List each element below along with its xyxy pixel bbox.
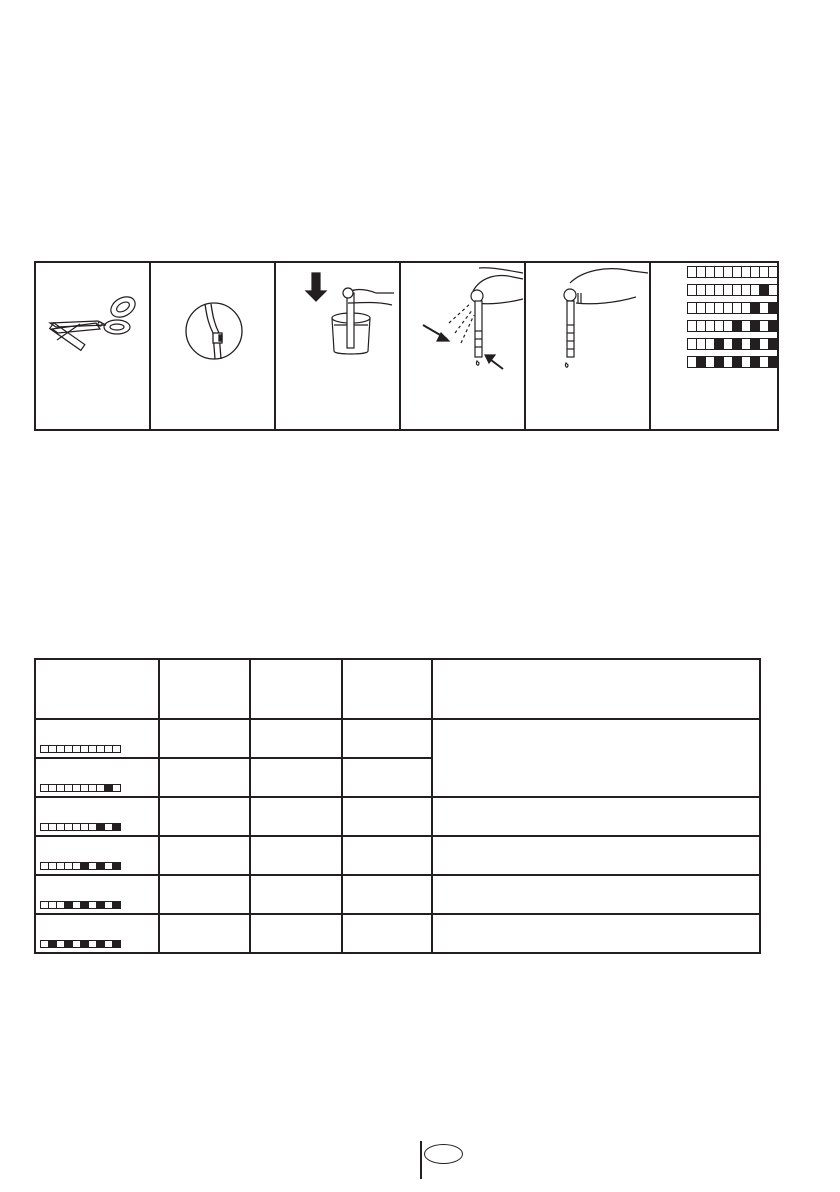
- test-strip-steps: [34, 261, 779, 431]
- value-cell: [250, 797, 342, 836]
- strip-cell: [35, 836, 159, 875]
- step-3-panel: [274, 261, 401, 431]
- value-cell: [250, 836, 342, 875]
- table-row: [35, 836, 760, 875]
- strip-square-filled: [768, 356, 778, 368]
- strip-cell: [35, 758, 159, 797]
- table-row: [35, 797, 760, 836]
- strip-square-empty: [768, 284, 778, 296]
- reference-strip: [687, 338, 777, 350]
- value-cell: [250, 875, 342, 914]
- description-cell: [432, 875, 760, 914]
- value-cell: [159, 875, 250, 914]
- hardness-strip: [40, 823, 120, 831]
- value-cell: [159, 719, 250, 758]
- step-4-panel: [399, 261, 526, 431]
- strip-square-filled: [112, 940, 121, 948]
- description-cell: [432, 797, 760, 836]
- description-cell: [432, 914, 760, 953]
- hardness-strip: [40, 745, 120, 753]
- footer-divider: [420, 1141, 422, 1179]
- strip-square-empty: [112, 745, 121, 753]
- table-row: [35, 719, 760, 758]
- language-badge: [424, 1144, 463, 1164]
- header-cell: [342, 659, 432, 719]
- strip-cell: [35, 914, 159, 953]
- value-cell: [159, 836, 250, 875]
- value-cell: [342, 797, 432, 836]
- hardness-strip: [40, 862, 120, 870]
- hardness-strip: [40, 940, 120, 948]
- read-strip-colour-icon: [687, 266, 777, 368]
- dip-strip-in-water-icon: [276, 263, 399, 429]
- value-cell: [342, 914, 432, 953]
- description-cell: [432, 719, 760, 797]
- header-cell: [432, 659, 760, 719]
- reference-strip: [687, 320, 777, 332]
- shake-strip-icon: [401, 263, 524, 429]
- hardness-strip: [40, 784, 120, 792]
- value-cell: [342, 758, 432, 797]
- step-1-panel: [34, 261, 151, 431]
- scissors-cut-strip-icon: [36, 263, 149, 429]
- reference-strip: [687, 302, 777, 314]
- strip-cell: [35, 719, 159, 758]
- value-cell: [159, 758, 250, 797]
- header-cell: [250, 659, 342, 719]
- value-cell: [342, 719, 432, 758]
- step-6-panel: [649, 261, 779, 431]
- value-cell: [250, 719, 342, 758]
- reference-strip: [687, 356, 777, 368]
- value-cell: [342, 836, 432, 875]
- tap-water-run-icon: [151, 263, 274, 429]
- strip-square-filled: [112, 901, 121, 909]
- hardness-strip: [40, 901, 120, 909]
- reference-strip: [687, 284, 777, 296]
- step-2-panel: [149, 261, 276, 431]
- strip-square-empty: [112, 784, 121, 792]
- reference-strip: [687, 266, 777, 278]
- strip-square-filled: [112, 862, 121, 870]
- hardness-table: [34, 658, 761, 954]
- value-cell: [342, 875, 432, 914]
- wait-strip-icon: [526, 263, 649, 429]
- value-cell: [159, 914, 250, 953]
- table-row: [35, 914, 760, 953]
- header-cell: [35, 659, 159, 719]
- value-cell: [250, 914, 342, 953]
- strip-square-filled: [112, 823, 121, 831]
- strip-square-empty: [768, 266, 778, 278]
- step-5-panel: [524, 261, 651, 431]
- description-cell: [432, 836, 760, 875]
- table-header-row: [35, 659, 760, 719]
- strip-cell: [35, 875, 159, 914]
- value-cell: [250, 758, 342, 797]
- value-cell: [159, 797, 250, 836]
- strip-cell: [35, 797, 159, 836]
- strip-square-filled: [768, 302, 778, 314]
- header-cell: [159, 659, 250, 719]
- strip-square-filled: [768, 338, 778, 350]
- strip-square-filled: [768, 320, 778, 332]
- table-row: [35, 875, 760, 914]
